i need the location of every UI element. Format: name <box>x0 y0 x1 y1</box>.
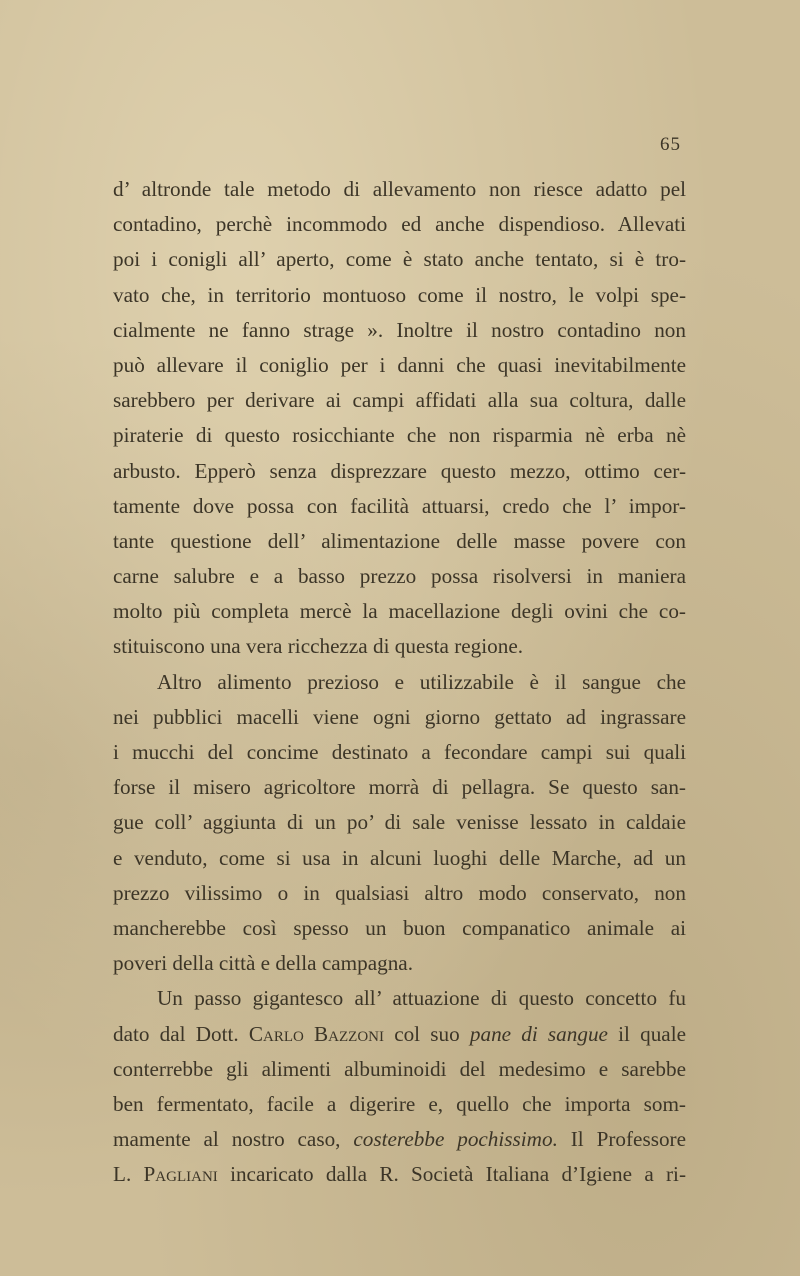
text-line: piraterie di questo rosicchiante che non risparmia nè erba nè <box>113 423 686 448</box>
text-line: carne salubre e a basso prezzo possa risolversi in maniera <box>113 564 686 589</box>
text-line: molto più completa mercè la macellazione degli ovini che co- <box>113 599 686 624</box>
page-number: 65 <box>660 134 681 155</box>
text-line: e venduto, come si usa in alcuni luoghi delle Marche, ad un <box>113 845 686 870</box>
text-line: i mucchi del concime destinato a fecondare campi sui quali <box>113 740 686 764</box>
text-line: forse il misero agricoltore morrà di pellagra. Se questo san- <box>113 775 686 800</box>
person-name: L. Pagliani <box>113 1162 218 1187</box>
text-line: contadino, perchè incommodo ed anche dispendioso. Allevati <box>113 212 686 237</box>
person-name: Carlo Bazzoni <box>248 1021 384 1046</box>
text-line: poveri della città e della campagna. <box>113 951 414 976</box>
text-line <box>113 1017 686 1052</box>
text-line <box>113 1157 686 1192</box>
body-text <box>113 172 686 1192</box>
text-line: sarebbero per derivare ai campi affidati alla sua coltura, dalle <box>113 388 686 413</box>
italic-phrase: costerebbe pochissimo. <box>353 1127 558 1152</box>
line-segment: Il Professore <box>557 1127 686 1152</box>
text-line: Un passo gigantesco all’ attuazione di questo concetto fu <box>157 986 686 1011</box>
text-line: ben fermentato, facile a digerire e, quello che importa som- <box>113 1091 686 1116</box>
text-line: tamente dove possa con facilità attuarsi, credo che l’ impor- <box>113 493 686 518</box>
text-line: vato che, in territorio montuoso come il nostro, le volpi spe- <box>113 282 686 307</box>
text-line <box>113 1122 686 1157</box>
text-line: stituiscono una vera ricchezza di questa regione. <box>113 634 524 659</box>
text-line: gue coll’ aggiunta di un po’ di sale venisse lessato in caldaie <box>113 810 686 835</box>
text-line: nei pubblici macelli viene ogni giorno gettato ad ingrassare <box>113 704 686 729</box>
text-line: può allevare il coniglio per i danni che quasi inevitabilmente <box>113 352 686 377</box>
line-segment: il quale <box>607 1021 686 1046</box>
line-segment: dato dal Dott. <box>113 1021 249 1046</box>
text-line: poi i conigli all’ aperto, come è stato anche tentato, si è tro- <box>113 247 686 272</box>
italic-phrase: pane di sangue <box>469 1021 608 1046</box>
text-line: d’ altronde tale metodo di allevamento non riesce adatto pel <box>113 177 686 201</box>
line-segment: incaricato dalla R. Società Italiana d’Igiene a ri- <box>217 1162 687 1187</box>
text-line: mancherebbe così spesso un buon companatico animale ai <box>113 915 686 940</box>
line-segment: col suo <box>384 1021 470 1046</box>
line-segment: mamente al nostro caso, <box>113 1127 354 1152</box>
text-line: prezzo vilissimo o in qualsiasi altro modo conservato, non <box>113 880 686 905</box>
text-line: tante questione dell’ alimentazione delle masse povere con <box>113 528 686 553</box>
text-line: Altro alimento prezioso e utilizzabile è il sangue che <box>157 669 686 694</box>
text-line: conterrebbe gli alimenti albuminoidi del medesimo e sarebbe <box>113 1056 686 1081</box>
text-line: arbusto. Epperò senza disprezzare questo mezzo, ottimo cer- <box>113 458 686 483</box>
text-line: cialmente ne fanno strage ». Inoltre il nostro contadino non <box>113 317 686 342</box>
